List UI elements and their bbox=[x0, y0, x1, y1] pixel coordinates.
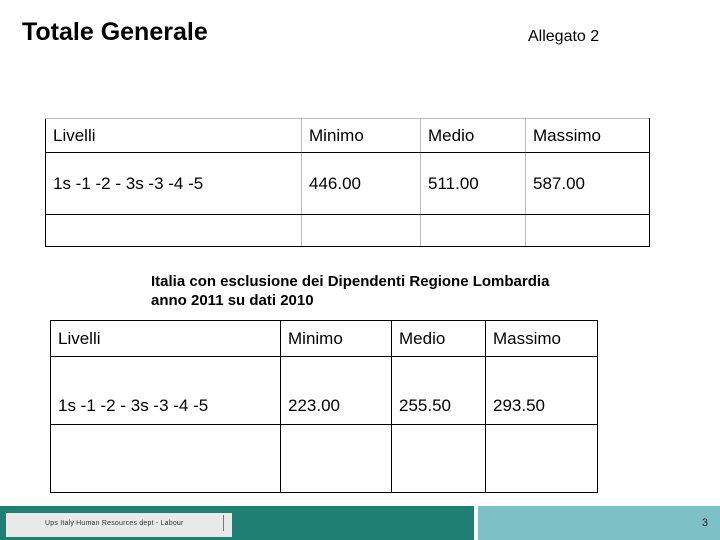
footer-divider bbox=[223, 515, 224, 531]
header-cell-massimo: Massimo bbox=[526, 119, 650, 153]
cell-medio: 255.50 bbox=[392, 357, 486, 425]
cell-livelli: 1s -1 -2 - 3s -3 -4 -5 bbox=[46, 153, 302, 215]
totals-table bbox=[45, 118, 650, 247]
cell-minimo: 223.00 bbox=[281, 357, 392, 425]
page-title: Totale Generale bbox=[22, 18, 208, 46]
empty-cell bbox=[486, 425, 598, 493]
empty-cell bbox=[51, 425, 281, 493]
regional-table bbox=[50, 320, 598, 493]
header-cell-livelli: Livelli bbox=[46, 119, 302, 153]
caption-line-1: Italia con esclusione dei Dipendenti Regione Lombardia bbox=[151, 273, 550, 290]
header-cell-livelli: Livelli bbox=[51, 321, 281, 357]
table-row-empty bbox=[46, 215, 650, 247]
page-number: 3 bbox=[701, 517, 708, 529]
cell-livelli: 1s -1 -2 - 3s -3 -4 -5 bbox=[51, 357, 281, 425]
table-row bbox=[51, 357, 598, 425]
empty-cell bbox=[281, 425, 392, 493]
table-row-empty bbox=[51, 425, 598, 493]
footer-left-band bbox=[0, 506, 474, 540]
cell-minimo: 446.00 bbox=[302, 153, 421, 215]
header-cell-minimo: Minimo bbox=[281, 321, 392, 357]
footer-text: Ups Italy Human Resources dept - Labour bbox=[45, 520, 184, 527]
table-header-row bbox=[51, 321, 598, 357]
empty-cell bbox=[302, 215, 421, 247]
footer bbox=[0, 506, 720, 540]
table-caption bbox=[151, 272, 549, 310]
cell-medio: 511.00 bbox=[421, 153, 526, 215]
attachment-label: Allegato 2 bbox=[528, 28, 600, 45]
empty-cell bbox=[46, 215, 302, 247]
header-cell-medio: Medio bbox=[392, 321, 486, 357]
header-cell-massimo: Massimo bbox=[486, 321, 598, 357]
footer-right-band bbox=[478, 506, 720, 540]
empty-cell bbox=[526, 215, 650, 247]
empty-cell bbox=[392, 425, 486, 493]
cell-massimo: 587.00 bbox=[526, 153, 650, 215]
header-cell-minimo: Minimo bbox=[302, 119, 421, 153]
table-header-row bbox=[46, 119, 650, 153]
cell-massimo: 293.50 bbox=[486, 357, 598, 425]
empty-cell bbox=[421, 215, 526, 247]
header-cell-medio: Medio bbox=[421, 119, 526, 153]
table-row bbox=[46, 153, 650, 215]
caption-line-2: anno 2011 su dati 2010 bbox=[151, 292, 314, 309]
